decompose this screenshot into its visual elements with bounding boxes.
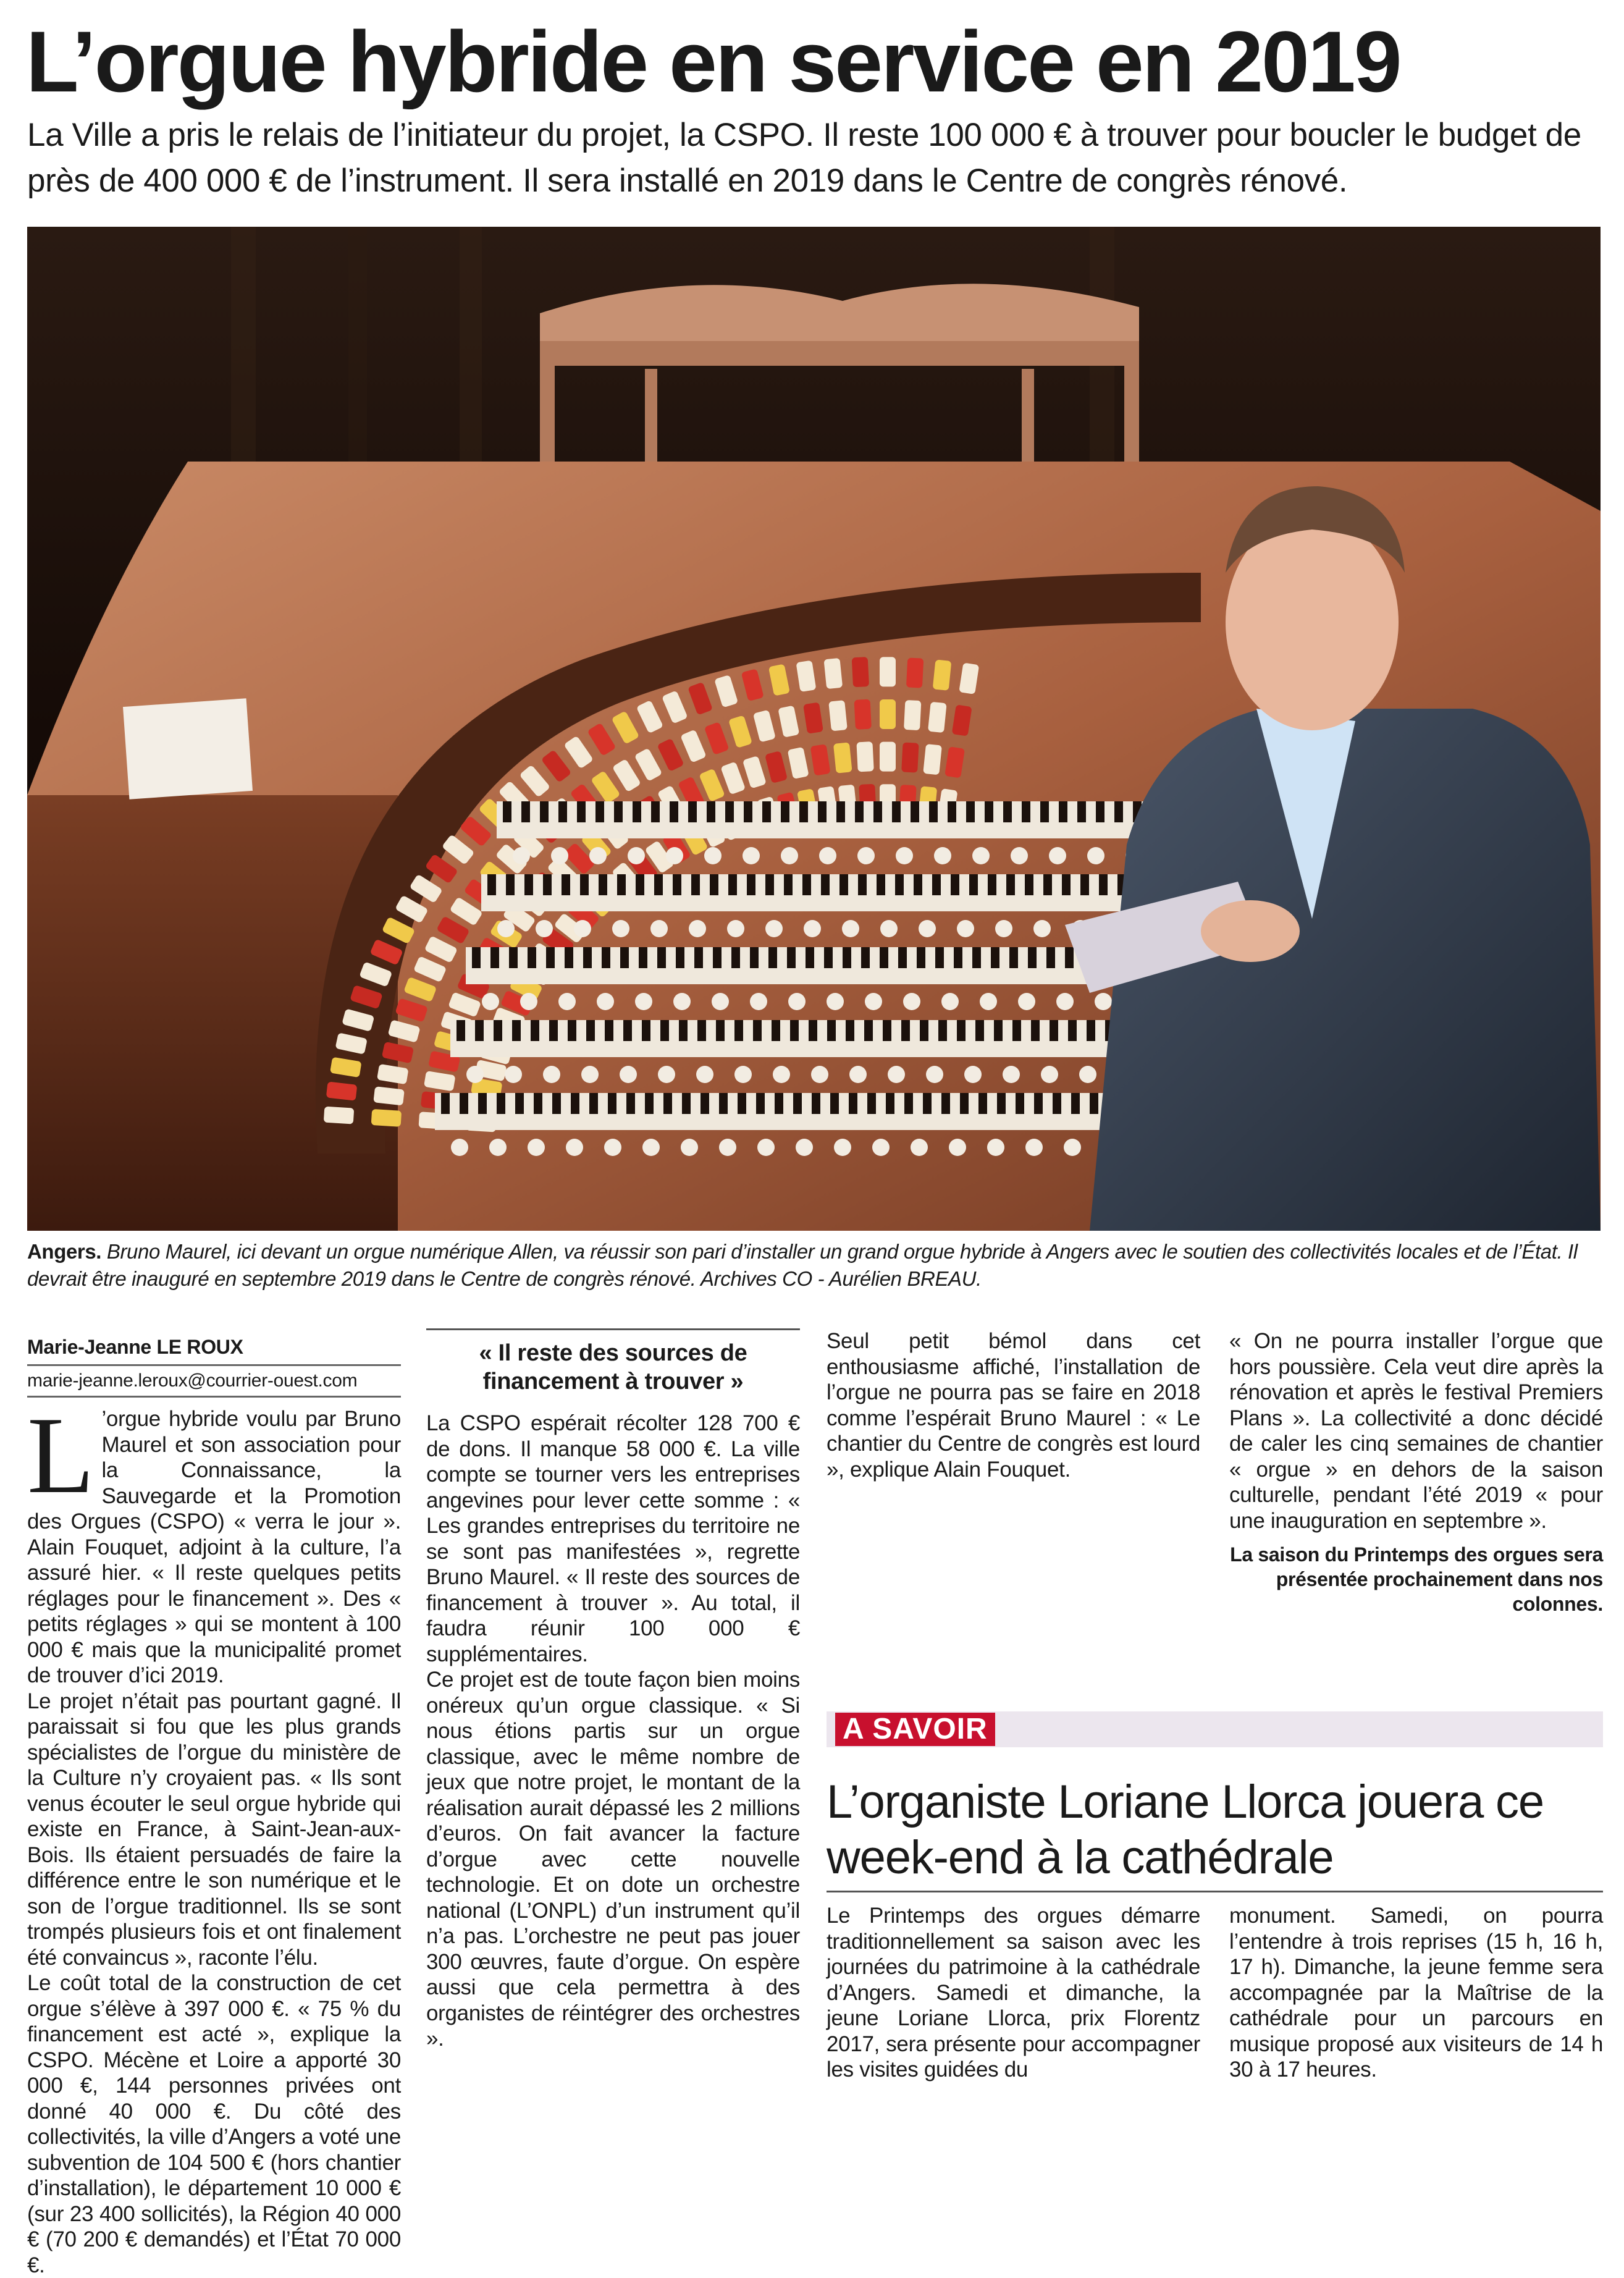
article-column-2 bbox=[426, 1328, 800, 2052]
paragraph-7: « On ne pourra installer l’orgue que hors poussière. Cela veut dire après la rénovation et après le festival Premiers Plans ». La collectivité a donc décidé de caler les cinq semaines de chantier « orgue » en dehors de la saison culturelle, pendant l’été 2019 « pour une inauguration en septembre ». bbox=[1229, 1329, 1603, 1533]
dropcap: L bbox=[27, 1394, 95, 1516]
article-subhead: « Il reste des sources de financement à trouver » bbox=[426, 1328, 800, 1396]
box-paragraph-b: monument. Samedi, on pourra l’entendre à trois reprises (15 h, 16 h, 17 h). Dimanche, la jeune femme sera accompagnée par la Maîtrise de la cathédrale pour un parcours en musique proposé aux visiteurs de 14 h 30 à 17 heures. bbox=[1229, 1904, 1603, 2082]
box-divider bbox=[827, 1891, 1603, 1892]
paragraph-4: La CSPO espérait récolter 128 700 € de dons. Il manque 58 000 €. La ville compte se tourner vers les entreprises angevines pour lever cette somme : « Les grandes entreprises du territoire ne se sont pas manifestées », regrette Bruno Maurel. « Il reste des sources de financement à trouver ». Au total, il faudra réunir 100 000 € supplémentaires. bbox=[426, 1411, 800, 1666]
endnote: La saison du Printemps des orgues sera présentée prochainement dans nos colonnes. bbox=[1230, 1543, 1603, 1615]
organ-photo bbox=[27, 227, 1601, 1231]
paragraph-lead: L ’orgue hybride voulu par Bruno Maurel et son association pour la Connaissance, la Sauvegarde et la Promotion des Orgues (CSPO) « verra le jour ». Alain Fouquet, adjoint à la culture, l’a assuré hier. « Il reste quelques petits réglages pour le financement ». Des « petits réglages » qui se montent à 100 000 € mais que la municipalité promet de trouver d’ici 2019. bbox=[27, 1394, 401, 1687]
deck-summary: La Ville a pris le relais de l’initiateur du projet, la CSPO. Il reste 100 000 € à trouver pour boucler le budget de près de 400 000 € de l’instrument. Il sera installé en 2019 dans le Centre de congrès rénové. bbox=[27, 117, 1581, 199]
headline: L’orgue hybride en service en 2019 bbox=[26, 13, 1400, 110]
article-column-4 bbox=[1229, 1328, 1603, 1616]
paragraph-3: Le coût total de la construction de cet orgue s’élève à 397 000 €. « 75 % du financement est acté », explique la CSPO. Mécène et Loire a apporté 30 000 €, 144 personnes privées ont donné 40 000 €. Du côté des collectivités, la ville d’Angers a voté une subvention de 104 500 € (hors chantier d’installation), le département 10 000 € (sur 23 400 sollicités), la Région 40 000 € (70 200 € demandés) et l’État 70 000 €. bbox=[27, 1971, 401, 2277]
photo-caption bbox=[27, 1238, 1601, 1293]
article-column-3 bbox=[827, 1328, 1200, 1482]
author-name: Marie-Jeanne LE ROUX bbox=[27, 1335, 401, 1366]
paragraph-2: Le projet n’était pas pourtant gagné. Il paraissait si fou que les plus grands spécialistes de l’orgue du ministère de la Culture n’y croyaient pas. « Ils sont venus écouter le seul orgue hybride qui existe en France, à Saint-Jean-aux-Bois. Ils étaient persuadés de faire la différence entre le son numérique et le son de l’orgue traditionnel. Ils se sont trompés plusieurs fois et ont finalement été convaincus », raconte l’élu. bbox=[27, 1689, 401, 1970]
caption-place: Angers. bbox=[27, 1240, 102, 1263]
box-paragraph-a: Le Printemps des orgues démarre traditionnellement sa saison avec les journées du patrimoine à la cathédrale d’Angers. Samedi et dimanche, la jeune Loriane Llorca, prix Florentz 2017, sera présente pour accompagner les visites guidées du bbox=[827, 1904, 1200, 2082]
box-title: L’organiste Loriane Llorca jouera ce week-end à la cathédrale bbox=[827, 1776, 1544, 1884]
box-label: A SAVOIR bbox=[835, 1713, 995, 1746]
box-column-2 bbox=[1229, 1903, 1603, 2083]
caption-text: Bruno Maurel, ici devant un orgue numérique Allen, va réussir son pari d’installer un grand orgue hybride à Angers avec le soutien des collectivités locales et de l’État. Il devrait être inauguré en septembre 2019 dans le Centre de congrès rénové. Archives CO - Aurélien BREAU. bbox=[27, 1240, 1578, 1290]
paragraph-5: Ce projet est de toute façon bien moins onéreux qu’un orgue classique. « Si nous étions partis sur un orgue classique, avec le même nombre de jeux que notre projet, le montant de la réalisation aurait dépassé les 2 millions d’euros. On fait avancer la facture d’orgue avec cette nouvelle technologie. Et on dote un orchestre national (L’ONPL) d’un instrument qu’il n’a pas. L’orchestre ne peut pas jouer 300 œuvres, faute d’orgue. On espère aussi que cela permettra à des organistes de réintégrer des orchestres ». bbox=[426, 1668, 800, 2051]
article-column-1 bbox=[27, 1335, 401, 2278]
author-email[interactable]: marie-jeanne.leroux@courrier-ouest.com bbox=[27, 1369, 401, 1398]
box-column-1 bbox=[827, 1903, 1200, 2083]
paragraph-6: Seul petit bémol dans cet enthousiasme affiché, l’installation de l’orgue ne pourra pas se faire en 2018 comme l’espérait Bruno Maurel : « Le chantier du Centre de congrès est lourd », explique Alain Fouquet. bbox=[827, 1329, 1200, 1482]
